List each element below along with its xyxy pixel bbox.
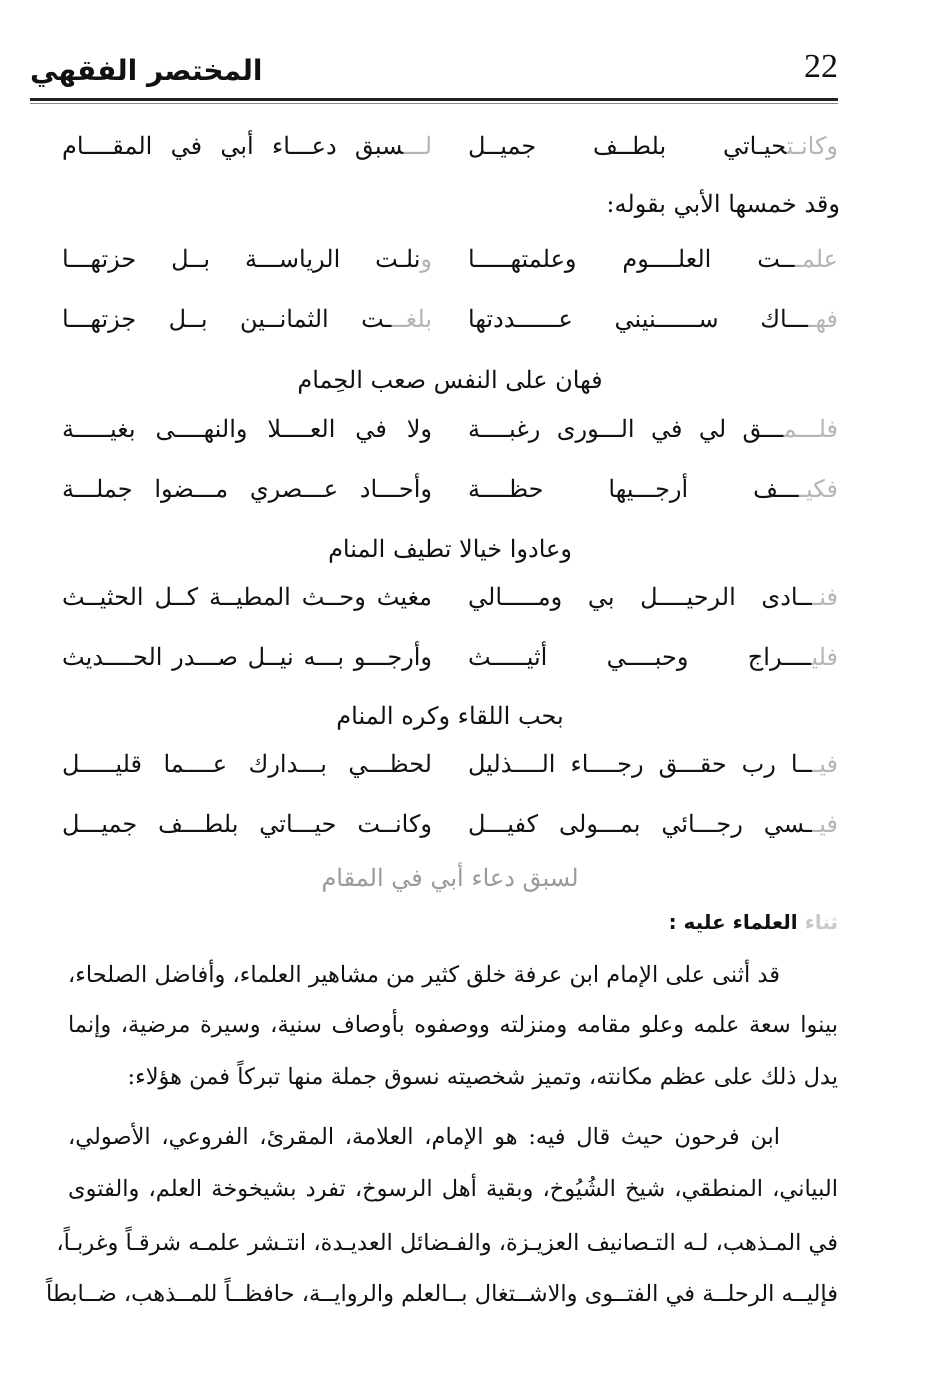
hemistich-right	[468, 245, 838, 273]
verse-line	[62, 245, 838, 291]
hemistich-text: وأرجـــو بـــه نيــل صـــدر الحــــديث	[62, 643, 432, 671]
refrain-line: فهان على النفس صعب الحِمام	[297, 366, 603, 394]
hemistich-text: ــادى الرحيــــل بي ومـــــالي	[468, 583, 813, 611]
paragraph-line: يدل ذلك على عظم مكانته، وتميز شخصيته نسوق جملة منها تبركاً فمن هؤلاء:	[127, 1064, 838, 1090]
paragraph-line: بينوا سعة علمه وعلو مقامه ومنزلته ووصفوه بأوصاف سنية، وسيرة مرضية، وإنما	[68, 1012, 838, 1038]
hemistich-left	[62, 583, 432, 611]
hemistich-text: وأحـــاد عـــصري مـــضوا جملـــة	[62, 475, 432, 503]
hemistich-right	[468, 415, 838, 443]
hemistich-text: ـــاك ســــــنيني عــــــددتها	[468, 305, 809, 333]
hemistich-text: مغيث وحــث المطيــة كــل الحثيــث	[62, 583, 432, 611]
verse-line	[62, 132, 838, 178]
faded-text: و	[420, 245, 432, 273]
faded-text: فيـ	[812, 750, 838, 778]
hemistich-text: ولا في العــــلا والنهــــى بغيـــــة	[62, 415, 432, 443]
hemistich-text: نلـت الرياســـة بــل حزتهـــا	[62, 245, 421, 273]
verse-line	[62, 810, 838, 856]
hemistich-left	[62, 305, 432, 333]
faded-text: فنـ	[812, 583, 838, 611]
page-header	[30, 48, 838, 100]
hemistich-text: ـــق لي في الـــورى رغبــــة	[468, 415, 784, 443]
verse-line	[62, 475, 838, 521]
verse-line	[62, 415, 838, 461]
hemistich-right	[468, 643, 838, 671]
hemistich-right	[468, 750, 838, 778]
section-heading	[669, 910, 838, 934]
hemistich-text: ــا رب حقـــق رجــــاء الــــذليل	[468, 750, 813, 778]
hemistich-right	[468, 810, 838, 838]
paragraph-line: في المـذهب، لـه التـصانيف العزيـزة، والفـضائل العديـدة، انتـشر علمـه شرقـاً وغربـاً،	[56, 1230, 838, 1256]
faded-text: فهـ	[808, 305, 838, 333]
verse-line	[62, 643, 838, 689]
hemistich-text: ــــراج وحبــــي أثيـــــث	[468, 643, 812, 671]
faded-text: وكانـت	[786, 132, 838, 160]
hemistich-text: ـــف أرجـــيها حظــــة	[468, 475, 799, 503]
hemistich-left	[62, 810, 432, 838]
refrain-line: لسبق دعاء أبي في المقام	[321, 864, 579, 892]
faded-text: فكيـ	[799, 475, 838, 503]
hemistich-text: وكانــت حيـــاتي بلطـــف جميـــل	[62, 810, 432, 838]
paragraph-line: ابن فرحون حيث قال فيه: هو الإمام، العلامة، المقرئ، الفروعي، الأصولي،	[68, 1124, 780, 1150]
faded-text: فلي	[811, 643, 838, 671]
header-divider	[30, 98, 838, 101]
refrain-line: بحب اللقاء وكره المنام	[336, 702, 564, 730]
hemistich-left	[62, 750, 432, 778]
paragraph-line: البياني، المنطقي، شيخ الشُيُوخ، وبقية أهل الرسوخ، تفرد بشيخوخة العلم، والفتوى	[68, 1176, 838, 1202]
hemistich-left	[62, 415, 432, 443]
hemistich-text: سبق دعـــاء أبي في المقــــام	[62, 132, 404, 160]
faded-text: فيـ	[812, 810, 838, 838]
hemistich-text: ـسي رجـــائي بمـــولى كفيـــل	[468, 810, 813, 838]
hemistich-text: ـت الثمانــين بــل جزتهـــا	[62, 305, 392, 333]
verse-line	[62, 583, 838, 629]
hemistich-text: ــت العلــــوم وعلمتهـــــا	[468, 245, 795, 273]
hemistich-left	[62, 245, 432, 273]
faded-text: ثناء	[804, 910, 838, 934]
section-heading-text: العلماء عليه :	[668, 910, 798, 934]
hemistich-left	[62, 643, 432, 671]
paragraph-line: قد أثنى على الإمام ابن عرفة خلق كثير من مشاهير العلماء، وأفاضل الصلحاء،	[68, 962, 780, 988]
hemistich-text: لحظـــي بـــدارك عــــما قليـــــل	[62, 750, 432, 778]
page-number: 22	[804, 48, 838, 85]
hemistich-left	[62, 475, 432, 503]
paragraph-line: فإليــه الرحلــة في الفتــوى والاشــتغال بــالعلم والروايــة، حافظــاً للمــذهب، ضــابطاً	[45, 1281, 838, 1307]
verse-line	[62, 750, 838, 796]
faded-text: فلـــم	[783, 415, 838, 443]
book-title: المختصر الفقهي	[30, 54, 263, 87]
faded-text: لـــ	[403, 132, 432, 160]
hemistich-left	[62, 132, 432, 160]
header-divider-thin	[30, 103, 838, 104]
verse-line	[62, 305, 838, 351]
hemistich-right	[468, 583, 838, 611]
hemistich-right	[468, 475, 838, 503]
hemistich-right	[468, 132, 838, 160]
hemistich-text: حيـاتي بلطــف جميــل	[468, 132, 787, 160]
faded-text: علمـ	[794, 245, 838, 273]
faded-text: بلغــ	[391, 305, 432, 333]
hemistich-right	[468, 305, 838, 333]
refrain-line: وعادوا خيالا تطيف المنام	[328, 535, 572, 563]
poem-intro: وقد خمسها الأبي بقوله:	[606, 190, 840, 218]
